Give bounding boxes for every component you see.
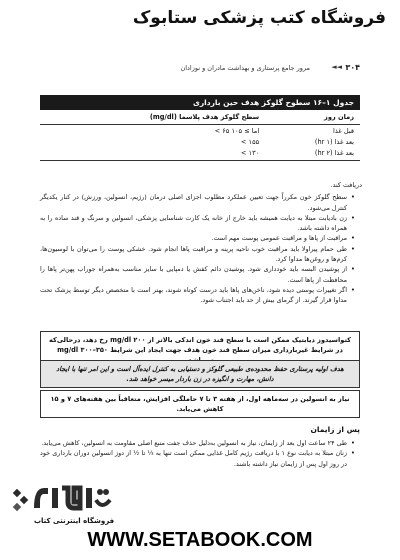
note-box-nursing-goal: هدف اولیه پرستاری حفظ محدوده‌ی طبیعی گلوکز و دستیابی به کنترل ایده‌آل است و این امر تنها با ایجاد دانش، مهارت و انگیزه در زن باردار میسر خواهد شد. bbox=[40, 360, 360, 388]
table-row bbox=[40, 147, 360, 160]
table-cell-value: < ۶۵ اما ≥ ۱۰۵ bbox=[214, 126, 260, 135]
list-item: • مراقبت از پاها و مراقبت عمومی پوست مهم است. bbox=[40, 233, 354, 243]
table-cell-time: قبل غذا bbox=[333, 126, 354, 135]
website-url[interactable]: WWW.SETABOOK.COM bbox=[87, 529, 313, 551]
list-item: • اگر تغییرات پوستی دیده شود، ناخن‌های پاها باید درست کوتاه شوند، بهتر است با متخصص دیگر توسط پزشک تحت مداوا قرار گیرند. از گرمای بیش از حد باید اجتناب شود. bbox=[40, 285, 354, 306]
list-item: • زن بادیابت مبتلا به دیابت همیشه باید خارج از خانه یک کارت شناسایی پزشکی، انسولین و سرنگ و قند ساده را به همراه داشته باشد. bbox=[40, 213, 354, 234]
page-arrows-icon: ◄◄ bbox=[331, 63, 342, 71]
table-cell-value: < ۱۵۵ bbox=[240, 137, 260, 146]
table-cell-value: < ۱۳۰ bbox=[40, 147, 265, 160]
running-head-text: مرور جامع پرستاری و بهداشت مادران و نوزادان bbox=[180, 64, 310, 72]
intervention-label: دریافت کند. bbox=[330, 181, 362, 189]
table-caption: جدول ۱–۱۶ سطوح گلوکز هدف حین بارداری bbox=[40, 95, 360, 110]
running-head bbox=[40, 63, 360, 77]
page-number: ۳۰۴ bbox=[345, 63, 360, 72]
table-cell-time: بعد غذا (۲ hr) bbox=[265, 147, 360, 160]
setabook-logo-icon bbox=[12, 478, 112, 518]
table-row bbox=[40, 136, 360, 147]
section-title-postpartum: پس از زایمان bbox=[310, 425, 360, 434]
table-cell-time: بعد غذا (۱ hr) bbox=[314, 137, 354, 146]
list-item: • زنان مبتلا به دیابت نوع ۱ با دریافت رژیم کامل غذایی ممکن است تنها به ⅓ تا ½ از دوز انسولین دوران بارداری خود در روز اول پس از زایمان نیاز داشته باشند. bbox=[40, 448, 354, 469]
note-box-insulin-need: نیاز به انسولین در سه‌ماهه اول، از هفته ۳ تا ۷ حاملگی افزایش، متعاقباً بین هفته‌های ۷ و ۱۵ کاهش می‌یابد. bbox=[40, 390, 360, 418]
intervention-list bbox=[40, 180, 362, 306]
logo-subtitle: فروشگاه اینترنتی کتاب bbox=[34, 517, 115, 525]
list-item: • از پوشیدن البسه باید خودداری شود. پوشیدن دائم کفش یا دمپایی با سایز مناسب به‌همراه جوراب پهن‌تر پاها را محافظت از پاها است. bbox=[40, 264, 354, 285]
shop-title: فروشگاه کتب پزشکی ستابوک bbox=[132, 8, 386, 28]
table-header-time: زمان روز bbox=[265, 110, 360, 125]
note-box-ketoacidosis: کتواسیدوز دیابتیک ممکن است با سطح قند خون اندکی بالاتر از ۲۰۰ mg/dl رخ دهد، درحالی‌که در شرایط غیربارداری میزان سطح قند خون هدف جهت ایجاد این شرایط ۳۵۰–۳۰۰ mg/dl bbox=[40, 331, 360, 369]
list-item: • طی ۲۴ ساعت اول بعد از زایمان، نیاز به انسولین به‌دلیل حذف جفت منبع اصلی مقاومت به انسولین، کاهش می‌یابد. bbox=[40, 438, 354, 448]
table-row bbox=[40, 125, 360, 137]
list-item: • طی حمام پیراولا باید مراقبت خوب ناحیه پرینه و مراقبت پاها انجام شود. خشکی پوست را می‌توان با لوسیون‌ها، کرم‌ها و روغن‌ها مداوا کرد. bbox=[40, 244, 354, 265]
postpartum-list bbox=[40, 438, 362, 469]
list-item: • سطح گلوکز خون مکرراً جهت تعیین عملکرد مطلوب اجزای اصلی درمان (رژیم، انسولین، ورزش) در کنار یکدیگر کنترل می‌شود. bbox=[40, 192, 354, 213]
glucose-target-table bbox=[40, 95, 360, 161]
table-header-glucose: سطح گلوکز هدف پلاسما (mg/dl) bbox=[40, 110, 265, 125]
